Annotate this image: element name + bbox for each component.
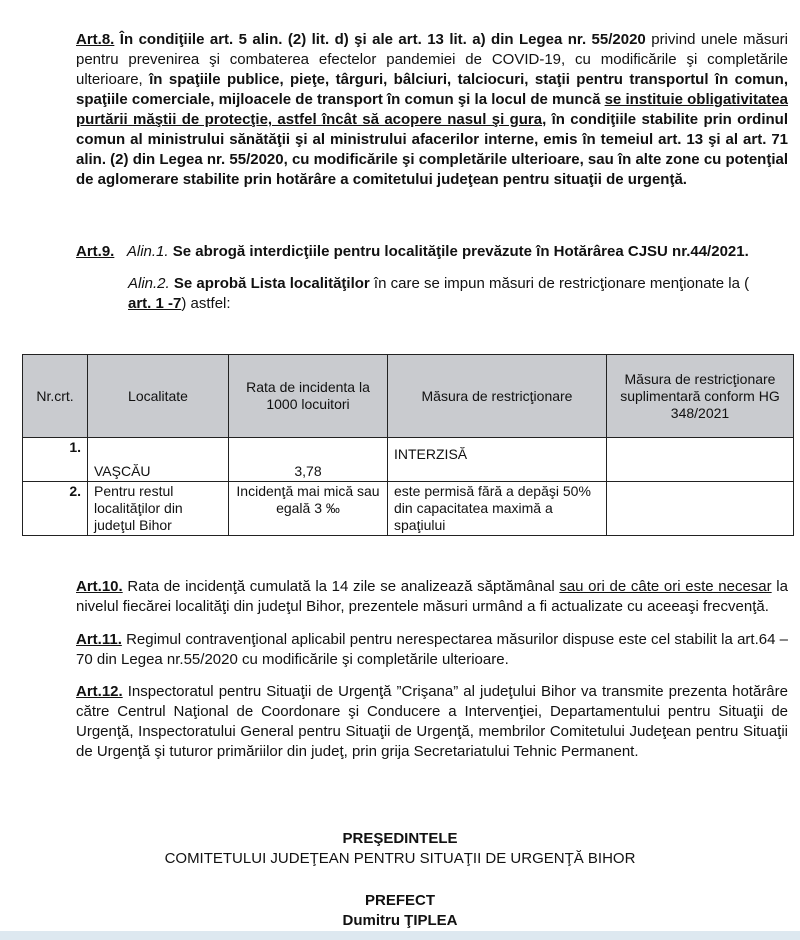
article-8-text-1: privind unele măsuri pentru prevenirea şi combaterea efectelor pandemiei de COVID-19, cu modificările şi completările ulterioare, [76,31,789,88]
article-8-text-underlined: se instituie obligativitatea purtării măştii de protecţie, astfel încât să acopere nasul şi gura, [76,91,788,128]
table-header-row [23,355,794,438]
article-12-text: Inspectoratul pentru Situaţii de Urgenţă ”Crişana” al judeţului Bihor va transmite prezenta hotărâre către Centrul Naţional de Coordonare şi Conducere a Intervenţiei, Departamentului pentru Situaţii de Urgenţă, Inspectoratului General pentru Situaţii de Urgenţă, membrilor Comitetului Judeţean pentru Situaţii de Urgenţă şi tuturor primăriilor din judeţ, prin grija Secretariatului Tehnic Permanent. [76,683,788,760]
article-11-label: Art.11. [76,631,122,648]
restrictions-table [22,354,794,536]
article-10-text-1: Rata de incidenţă cumulată la 14 zile se analizează săptămânal [122,578,560,595]
article-9-alin-2-text: în care se impun măsuri de restricţionare menţionate la ( [369,275,750,292]
article-12 [76,682,788,762]
article-8 [76,30,788,190]
article-8-text-bold-2: în spaţiile publice, pieţe, târguri, bâlciuri, talciocuri, staţii pentru transportul în comun, spaţiile comerciale, mijloacele de transport în comun şi la locul de muncă [76,71,788,108]
article-9-alin-2-ref: art. 1 -7 [128,295,182,312]
cell-nr: 1. [23,438,88,482]
article-10-text-2: la nivelul fiecărei localităţi din judeţul Bihor, prezentele măsuri urmând a fi actualizate cu aceeaşi frecvenţă. [76,578,788,615]
header-masura: Măsura de restricţionare [388,355,607,438]
article-12-label: Art.12. [76,683,123,700]
article-9-alin-2-bold: Se aprobă Lista localităţilor [169,275,370,292]
article-10-label: Art.10. [76,578,123,595]
article-11 [76,630,788,670]
article-10-text-underlined: sau ori de câte ori este necesar [559,578,772,595]
article-8-text-bold-1: În condiţiile art. 5 alin. (2) lit. d) şi ale art. 13 lit. a) din Legea nr. 55/2020 [119,31,646,48]
cell-masura: este permisă fără a depăşi 50% din capacitatea maximă a spaţiului [388,482,607,536]
signature-role: PREFECT [364,892,435,909]
bottom-scroll-strip [0,931,800,940]
article-9-alin-1 [76,242,788,262]
header-rata: Rata de incidenta la 1000 locuitori [229,355,388,438]
article-10 [76,577,788,617]
article-9-alin-2-end: ) astfel: [181,295,231,312]
cell-rata: 3,78 [229,438,388,482]
cell-masura-suplimentara [607,482,794,536]
header-localitate: Localitate [88,355,229,438]
header-nr: Nr.crt. [23,355,88,438]
signature-name: Dumitru ŢIPLEA [342,912,458,929]
table-row [23,438,794,482]
article-9-alin-2 [128,274,768,314]
table-row [23,482,794,536]
article-8-text-bold-3: în condiţiile stabilite prin ordinul comun al ministrului sănătăţii şi al ministrului afacerilor interne, emis în temeiul art. 13 şi al art. 71 alin. (2) din Legea nr. 55/2020, cu modificările şi completările ulterioare, sau în alte zone cu potenţial de aglomerare stabilite prin hotărâre a comitetului judeţean pentru situaţii de urgenţă. [76,111,788,188]
cell-localitate: Pentru restul localităţilor din judeţul Bihor [88,482,229,536]
article-9-label: Art.9. [76,243,115,260]
signature-title: PREŞEDINTELE [342,830,458,847]
header-masura-suplimentara: Măsura de restricţionare suplimentară conform HG 348/2021 [607,355,794,438]
article-9-alin-1-label: Alin.1. [126,243,169,260]
cell-nr: 2. [23,482,88,536]
signature-committee: COMITETULUI JUDEŢEAN PENTRU SITUAŢII DE URGENŢĂ BIHOR [164,850,636,867]
article-9-alin-2-label: Alin.2. [128,275,170,292]
cell-rata: Incidenţă mai mică sau egală 3 ‰ [229,482,388,536]
cell-localitate: VAŞCĂU [88,438,229,482]
cell-masura-suplimentara [607,438,794,482]
article-8-label: Art.8. [76,31,115,48]
article-9-alin-1-text: Se abrogă interdicţiile pentru localităţile prevăzute în Hotărârea CJSU nr.44/2021. [168,243,749,260]
cell-masura: INTERZISĂ [388,438,607,482]
article-11-text: Regimul contravenţional aplicabil pentru nerespectarea măsurilor dispuse este cel stabilit la art.64 – 70 din Legea nr.55/2020 cu modificările şi completările ulterioare. [76,631,788,668]
